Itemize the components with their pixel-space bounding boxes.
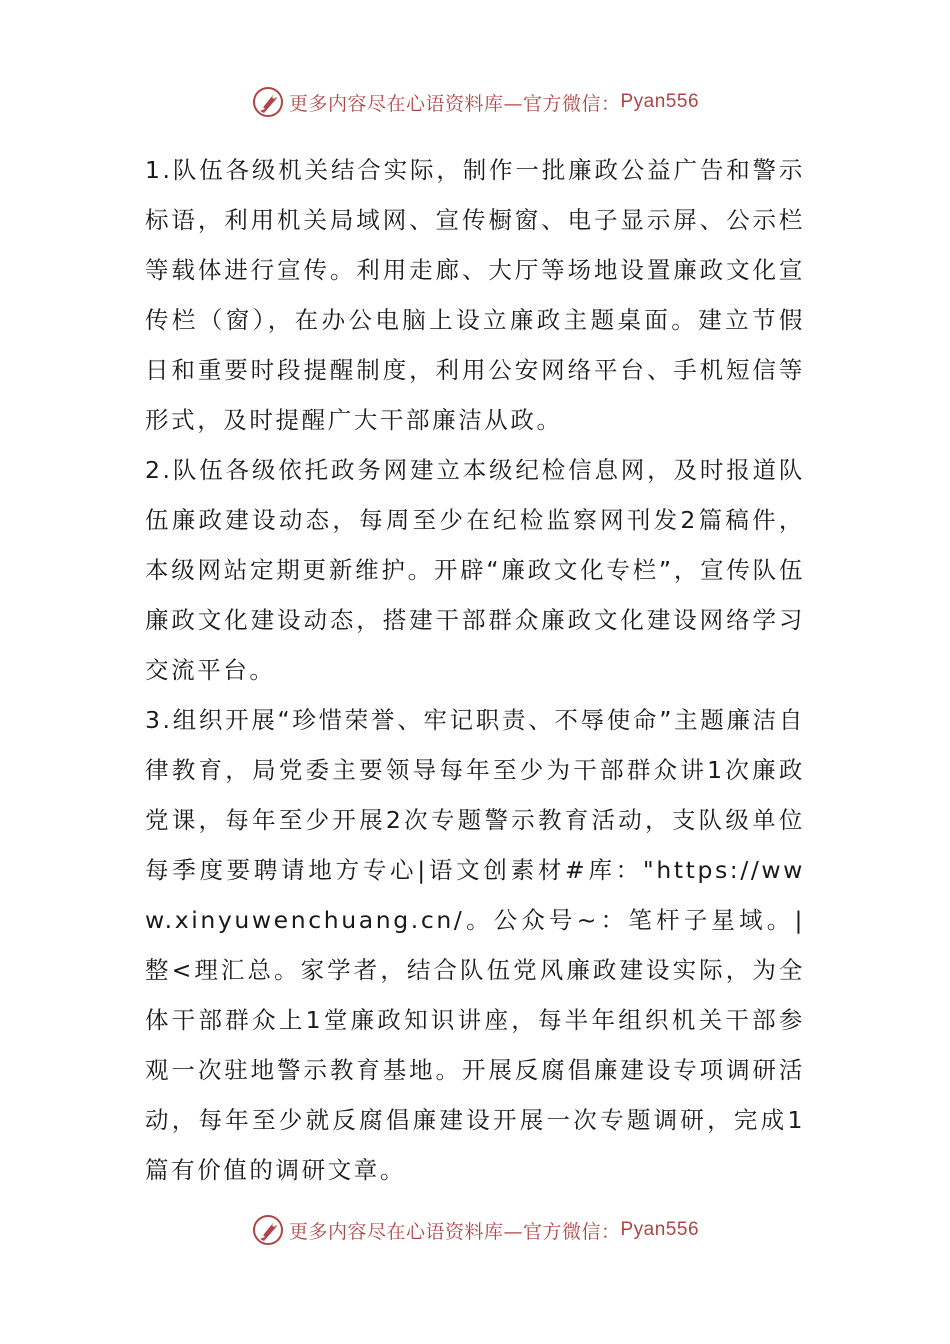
watermark-text: 更多内容尽在心语资料库—官方微信：: [288, 1220, 621, 1243]
paragraph-3: 3.组织开展“珍惜荣誉、牢记职责、不辱使命”主题廉洁自律教育，局党委主要领导每年至少为干部群众讲1次廉政党课，每年至少开展2次专题警示教育活动，支队级单位每季度要聘请地方专心|语文创素材#库："https://www.xinyuwenchuang.cn/。公众号~：笔杆子星域。|整<理汇总。家学者，结合队伍党风廉政建设实际，为全体干部群众上1堂廉政知识讲座，每半年组织机关干部参观一次驻地警示教育基地。开展反腐倡廉建设专项调研活动，每年至少就反腐倡廉建设开展一次专题调研，完成1篇有价值的调研文章。: [145, 706, 806, 1184]
paragraph-2: 2.队伍各级依托政务网建立本级纪检信息网，及时报道队伍廉政建设动态，每周至少在纪检监察网刊发2篇稿件，本级网站定期更新维护。开辟“廉政文化专栏”，宣传队伍廉政文化建设动态，搭建干部群众廉政文化建设网络学习交流平台。: [145, 456, 805, 684]
header-watermark: [0, 82, 950, 122]
watermark-text: 更多内容尽在心语资料库—官方微信：: [288, 92, 621, 115]
pen-nib-logo-icon: [251, 85, 285, 119]
footer-watermark: [0, 1210, 950, 1250]
watermark-wechat-id: Pyan556: [620, 1219, 700, 1240]
paragraph-1: 1.队伍各级机关结合实际，制作一批廉政公益广告和警示标语，利用机关局域网、宣传橱窗、电子显示屏、公示栏等载体进行宣传。利用走廊、大厅等场地设置廉政文化宣传栏（窗），在办公电脑上设立廉政主题桌面。建立节假日和重要时段提醒制度，利用公安网络平台、手机短信等形式，及时提醒广大干部廉洁从政。: [145, 156, 805, 434]
document-body: [145, 145, 805, 1195]
pen-nib-logo-icon: [251, 1213, 285, 1247]
watermark-wechat-id: Pyan556: [620, 91, 700, 112]
